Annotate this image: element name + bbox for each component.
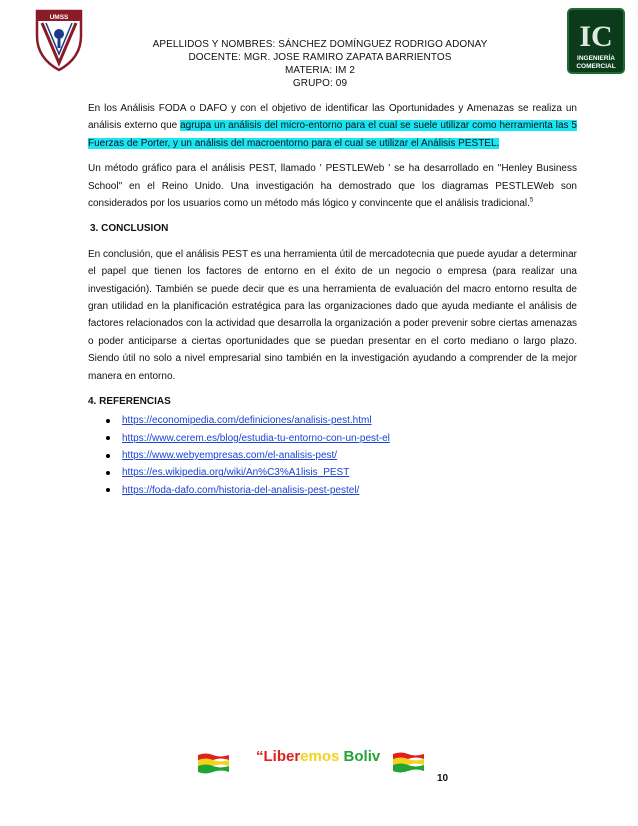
header-group: GRUPO: 09 bbox=[292, 78, 348, 89]
reference-link[interactable]: https://www.cerem.es/blog/estudia-tu-entorno-con-un-pest-el bbox=[122, 432, 390, 444]
document-body bbox=[88, 100, 577, 499]
reference-link[interactable]: https://foda-dafo.com/historia-del-analisis-pest-pestel/ bbox=[122, 484, 360, 496]
paragraph-foda-text: En los Análisis FODA o DAFO y con el objetivo de identificar las Oportunidades y Amenazas se realiza un análisis externo que bbox=[88, 103, 577, 132]
page-header bbox=[100, 38, 540, 90]
list-item bbox=[106, 447, 577, 464]
quote-word-green: Boliv bbox=[339, 748, 381, 765]
bolivia-flag-icon bbox=[392, 751, 425, 774]
list-item bbox=[106, 464, 577, 481]
list-item bbox=[106, 482, 577, 499]
quote-word-red: Liber bbox=[263, 748, 301, 765]
quote-mark: “ bbox=[256, 748, 264, 765]
bullet-icon bbox=[106, 454, 110, 458]
faculty-logo-line1: INGENIERÍA bbox=[577, 55, 615, 62]
faculty-logo-mark: IC bbox=[579, 20, 613, 53]
highlighted-text: agrupa un análisis del micro-entorno para el cual se suele utilizar como herramienta las 5 Fuerzas de Porter, y un análisis del macroentorno para el cual se utilizar el Análisis PESTEL. bbox=[88, 120, 577, 149]
header-teacher: DOCENTE: MGR. JOSE RAMIRO ZAPATA BARRIENTOS bbox=[188, 52, 452, 63]
references-heading: 4. REFERENCIAS bbox=[88, 396, 171, 408]
reference-link[interactable]: https://economipedia.com/definiciones/analisis-pest.html bbox=[122, 415, 372, 427]
header-subject: MATERIA: IM 2 bbox=[284, 65, 355, 76]
header-author: APELLIDOS Y NOMBRES: SÁNCHEZ DOMÍNGUEZ RODRIGO ADONAY bbox=[152, 39, 488, 50]
page-number: 10 bbox=[437, 773, 449, 784]
university-logo bbox=[34, 8, 84, 72]
bolivia-flag-icon bbox=[197, 752, 230, 775]
bullet-icon bbox=[106, 436, 110, 440]
paragraph-conclusion: En conclusión, que el análisis PEST es una herramienta útil de mercadotecnia que puede ayudar a determinar el papel que tienen los factores de entorno en el éxito de un negocio o empresa (para realizar una investigación). También se puede decir que es una herramienta de evaluación del macro entorno resulta de gran utilidad en la planificación estratégica para las organizaciones dado que ayuda mediante el análisis de factores relacionados con la actividad que desarrolla la organización a poder prevenir sobre ciertas amenazas o poder anticiparse a ciertas oportunidades que se puedan presentar en el corto mediano o largo plazo. Siendo útil no solo a nivel empresarial sino también en la investigación ayudando a comprender de la mejor manera en entorno. bbox=[88, 248, 577, 382]
list-item bbox=[106, 430, 577, 447]
quote-word-yellow: emos bbox=[300, 748, 340, 765]
university-logo-text: UMSS bbox=[49, 14, 69, 21]
paragraph-pestleweb bbox=[88, 160, 577, 212]
conclusion-heading: 3. CONCLUSION bbox=[90, 223, 169, 235]
reference-link[interactable]: https://www.webyempresas.com/el-analisis-pest/ bbox=[122, 450, 338, 462]
references-list bbox=[106, 413, 577, 499]
faculty-logo-line2: COMERCIAL bbox=[576, 63, 616, 70]
bullet-icon bbox=[106, 471, 110, 475]
paragraph-pestleweb-text: Un método gráfico para el análisis PEST, llamado ' PESTLEWeb ' se ha desarrollado en "Henley Business School" en el Reino Unido. Una investigación ha demostrado que los diagramas PESTLEWeb son considerados por los usuarios como un método más lógico y convincente que el análisis tradicional. bbox=[88, 163, 577, 210]
footnote-marker[interactable]: 5 bbox=[529, 197, 534, 204]
faculty-logo bbox=[567, 8, 625, 74]
paragraph-foda bbox=[88, 100, 577, 152]
reference-link[interactable]: https://es.wikipedia.org/wiki/An%C3%A1lisis_PEST bbox=[122, 467, 350, 479]
list-item bbox=[106, 413, 577, 430]
bullet-icon bbox=[106, 419, 110, 423]
footer-quote bbox=[256, 748, 380, 765]
bullet-icon bbox=[106, 488, 110, 492]
